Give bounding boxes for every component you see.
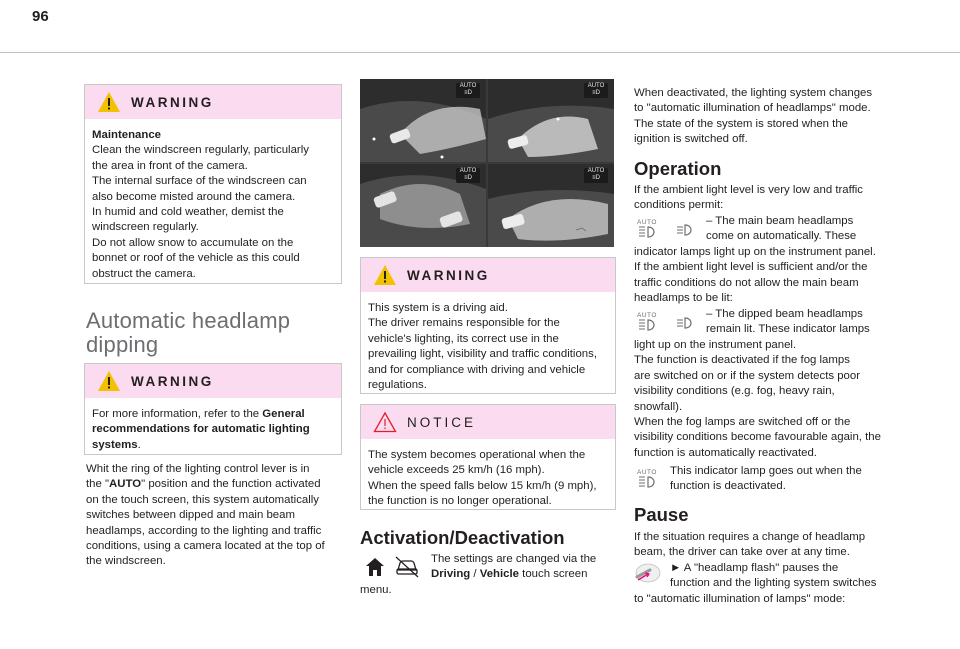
paragraph-line: indicator lamps light up on the instrument panel. [634,246,876,258]
warning-line: windscreen regularly. [92,221,199,234]
operation-item2 [706,307,896,338]
warning-triangle-icon [97,370,121,392]
warning-line: Clean the windscreen regularly, particularly [92,144,309,157]
paragraph-line: visibility conditions become favourable again, the [634,431,881,444]
auto-beam-badge: AUTO ≡D [456,83,480,98]
maintenance-heading: Maintenance [92,129,161,141]
auto-beam-badge: AUTO ≡D [584,168,608,183]
item-line: come on automatically. These [706,230,857,243]
paragraph-line: If the ambient light level is very low and traffic [634,184,863,196]
activation-line3: menu. [360,584,392,596]
dipped-beam-icon [674,311,698,333]
notice-line: The system becomes operational when the [368,449,586,461]
intro-line: the windscreen. [86,555,166,568]
link-text-recommendations: recommendations for automatic lighting [92,423,310,436]
activation-line2 [431,567,621,582]
headlamp-flash-lever-icon [634,562,662,584]
notice-line: When the speed falls below 15 km/h (9 mph), [368,479,597,492]
warning-header [85,85,341,119]
intro-line: switches between dipped and main beam [86,509,295,522]
item-line: – The main beam headlamps [706,215,854,227]
paragraph-line: ignition is switched off. [634,133,748,146]
text: " position and the function activated [141,478,321,491]
driving-text: Driving [431,568,471,580]
pause-p2: to "automatic illumination of lamps" mode: [634,593,846,605]
intro-line: on the touch screen, this system automatically [86,493,319,506]
badge-text: AUTO [459,83,477,89]
warning-body [85,119,341,282]
main-beam-icon [674,218,698,240]
notice-header [361,405,615,439]
paragraph-line: traffic conditions do not allow the main beam [634,276,859,289]
item-line: remain lit. These indicator lamps [706,323,870,336]
warning-line: regulations. [368,379,427,392]
warning-line: the area in front of the camera. [92,159,248,172]
notice-title: NOTICE [407,414,477,430]
paragraph-line: are switched on or if the system detects poor [634,369,861,382]
scene-panel-3 [360,164,486,247]
section-title-line2: dipping [86,332,159,357]
warning-title: WARNING [407,267,490,283]
warning-line: The driver remains responsible for the [368,317,560,330]
warning-header [85,364,341,398]
intro-line: conditions, using a camera located at the top of [86,540,325,553]
paragraph-line: When deactivated, the lighting system changes [634,87,873,99]
paragraph-line: If the ambient light level is sufficient and/or the [634,261,868,274]
badge-text: AUTO [459,168,477,174]
pause-p1 [634,530,896,561]
warning-body [85,398,341,453]
top-rule [0,52,960,53]
operation-item1 [706,214,896,245]
notice-triangle-icon [373,411,397,433]
warning-box-driving-aid [360,257,616,394]
operation-p2 [634,245,896,307]
warning-title: WARNING [131,373,214,389]
item-line: ► A "headlamp flash" pauses the [670,562,839,574]
auto-text: AUTO [109,478,142,491]
activation-heading: Activation/Deactivation [360,527,565,548]
vehicle-text: Vehicle [479,568,520,580]
paragraph-line: function is automatically reactivated. [634,446,817,459]
headlamp-illustration [360,79,614,247]
paragraph-line: beam, the driver can take over at any time. [634,546,850,559]
scene-panel-1 [360,79,486,162]
warning-line: The internal surface of the windscreen can [92,175,307,188]
home-icon [364,556,386,578]
pause-item1-line2: function and the lighting system switches [670,577,877,589]
text: / [470,568,480,580]
activation-line1: The settings are changed via the [431,553,597,565]
car-icon [394,556,420,578]
warning-box-maintenance [84,84,342,284]
notice-line: the function is no longer operational. [368,495,552,508]
paragraph-line: light up on the instrument panel. [634,339,797,351]
warning-line: Do not allow snow to accumulate on the [92,236,294,249]
intro-line: Whit the ring of the lighting control lever is in [86,463,310,475]
link-text-general: General [262,408,305,420]
warning-title: WARNING [131,94,214,110]
warning-line: also become misted around the camera. [92,190,296,203]
warning-box-general [84,363,342,455]
paragraph-line: to "automatic illumination of headlamps" mode. [634,102,871,115]
paragraph-line: conditions permit: [634,199,724,212]
pause-item1 [670,561,896,576]
text: . [137,438,141,451]
text: the " [86,478,110,491]
paragraph-line: When the fog lamps are switched off or the [634,416,851,429]
warning-triangle-icon [373,264,397,286]
warning-triangle-icon [97,91,121,113]
intro-line: headlamps, according to the lighting and traffic [86,524,322,537]
operation-item3 [670,464,896,495]
auto-indicator-icon [634,467,664,489]
warning-line: bonnet or roof of the vehicle as this could [92,252,300,265]
paragraph-line: headlamps to be lit: [634,292,733,305]
notice-line: vehicle exceeds 25 km/h (16 mph). [368,464,545,477]
operation-p1 [634,183,896,214]
auto-beam-badge: AUTO ≡D [584,83,608,98]
auto-main-beam-icon [634,217,664,239]
auto-dipped-beam-icon [634,310,664,332]
pause-heading: Pause [634,504,689,525]
warning-line: This system is a driving aid. [368,302,508,314]
operation-p3 [634,338,896,461]
warning-body [361,292,615,393]
item-line: function is deactivated. [670,480,786,493]
operation-heading: Operation [634,158,722,179]
paragraph-line: visibility conditions (e.g. fog, heavy rain, [634,385,835,398]
warning-line: and for compliance with driving and vehicle [368,363,586,376]
paragraph-line: The state of the system is stored when the [634,117,848,130]
notice-box [360,404,616,510]
paragraph-line: The function is deactivated if the fog lamps [634,354,850,367]
notice-body [361,439,615,510]
text: touch screen [519,568,588,580]
intro-paragraph [86,462,348,570]
item-line: This indicator lamp goes out when the [670,465,862,477]
section-title-line1: Automatic headlamp [86,308,291,333]
text: For more information, refer to the [92,408,263,420]
warning-line: obstruct the camera. [92,267,196,280]
paragraph-line: snowfall). [634,400,683,413]
paragraph-line: If the situation requires a change of headlamp [634,531,866,543]
deactivation-paragraph [634,86,896,148]
warning-line: prevailing light, visibility and traffic conditions, [368,348,597,361]
badge-text: AUTO [587,83,605,89]
warning-line: In humid and cold weather, demist the [92,206,284,219]
scene-panel-2 [488,79,614,162]
page-number: 96 [32,8,49,25]
item-line: – The dipped beam headlamps [706,308,863,320]
auto-beam-badge: AUTO ≡D [456,168,480,183]
warning-line: vehicle's lighting, its correct use in the [368,332,559,345]
scene-panel-4 [488,164,614,247]
link-text-systems: systems [92,438,138,451]
warning-header [361,258,615,292]
badge-text: AUTO [587,168,605,174]
